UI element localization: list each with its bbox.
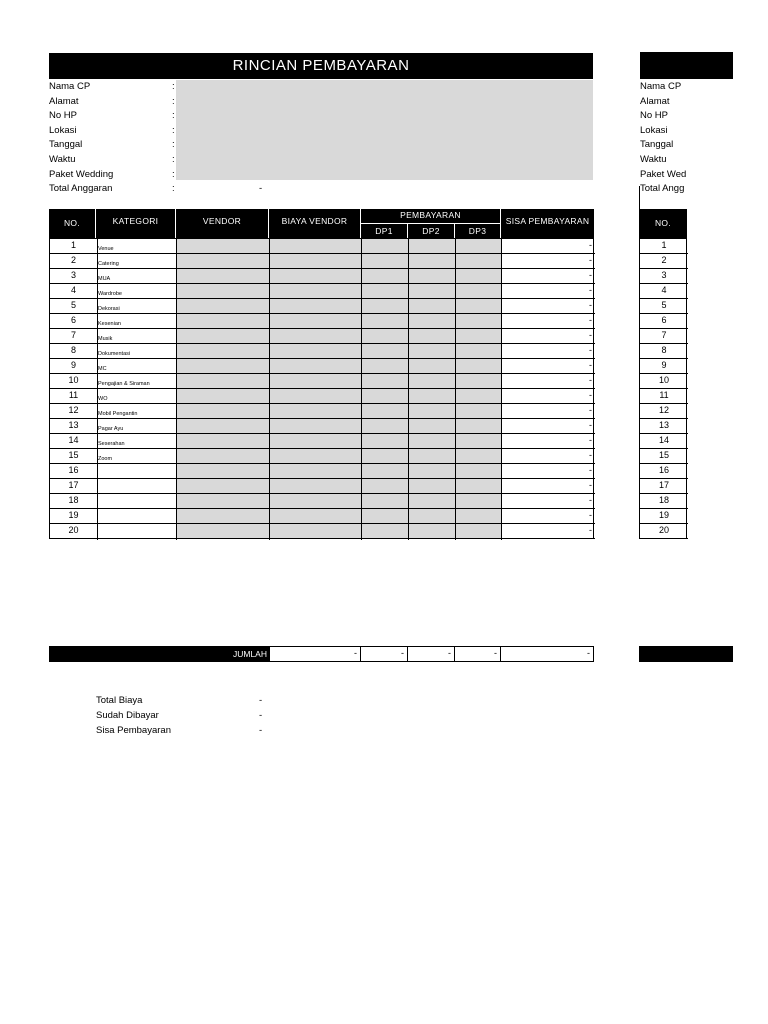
row-biaya-vendor[interactable]: [270, 254, 361, 268]
row-kategori: MC: [98, 366, 107, 372]
row-dp3[interactable]: [456, 299, 501, 313]
row-biaya-vendor[interactable]: [270, 434, 361, 448]
row-dp1[interactable]: [362, 479, 408, 493]
row-sisa: -: [589, 300, 592, 310]
header-dp3: DP3: [455, 224, 500, 238]
right-row-number: 11: [640, 389, 688, 404]
header-kategori: KATEGORI: [96, 209, 175, 238]
row-dp1[interactable]: [362, 254, 408, 268]
row-dp2[interactable]: [409, 374, 455, 388]
summary-label: Sudah Dibayar: [96, 710, 159, 721]
row-dp3[interactable]: [456, 314, 501, 328]
header-dp1: DP1: [361, 224, 407, 238]
column-divider: [408, 239, 409, 540]
row-kategori: Pengajian & Siraman: [98, 381, 150, 387]
jumlah-sisa: -: [501, 646, 594, 662]
row-biaya-vendor[interactable]: [270, 464, 361, 478]
row-dp3[interactable]: [456, 434, 501, 448]
jumlah-biaya: -: [269, 646, 361, 662]
row-dp3[interactable]: [456, 239, 501, 253]
right-row-number: 14: [640, 434, 688, 449]
right-info-label: Tanggal: [640, 139, 674, 151]
row-biaya-vendor[interactable]: [270, 479, 361, 493]
row-kategori: [98, 479, 176, 494]
row-vendor[interactable]: [177, 314, 269, 328]
row-biaya-vendor[interactable]: [270, 419, 361, 433]
row-number: 15: [68, 450, 79, 460]
column-divider: [176, 239, 177, 540]
info-colon: :: [172, 168, 175, 180]
column-divider: [97, 239, 98, 540]
right-info-label: Paket Wed: [640, 168, 687, 180]
row-dp3[interactable]: [456, 269, 501, 283]
row-dp1[interactable]: [362, 494, 408, 508]
row-dp2[interactable]: [409, 464, 455, 478]
row-number: 8: [70, 345, 76, 355]
row-dp2[interactable]: [409, 404, 455, 418]
right-row-number: 18: [640, 494, 688, 509]
jumlah-label: JUMLAH: [49, 646, 269, 662]
row-vendor[interactable]: [177, 359, 269, 373]
info-label: Nama CP: [49, 81, 91, 92]
row-dp2[interactable]: [409, 494, 455, 508]
row-sisa: -: [589, 435, 592, 445]
column-divider: [361, 239, 362, 540]
payment-table: [49, 238, 594, 539]
right-row-number: 6: [640, 314, 688, 329]
right-info-label: Alamat: [640, 95, 670, 107]
row-number: 13: [68, 420, 79, 430]
right-info-label: No HP: [640, 110, 668, 122]
row-biaya-vendor[interactable]: [270, 509, 361, 523]
row-dp3[interactable]: [456, 419, 501, 433]
row-sisa: -: [589, 525, 592, 535]
row-dp1[interactable]: [362, 524, 408, 538]
right-row-number: 10: [640, 374, 688, 389]
row-kategori: Kesenian: [98, 321, 121, 327]
row-sisa: -: [589, 405, 592, 415]
right-row-number: 7: [640, 329, 688, 344]
info-colon: :: [172, 95, 175, 107]
row-dp2[interactable]: [409, 284, 455, 298]
row-vendor[interactable]: [177, 299, 269, 313]
row-number: 18: [68, 495, 79, 505]
row-dp3[interactable]: [456, 374, 501, 388]
row-dp1[interactable]: [362, 359, 408, 373]
table-row: [50, 359, 595, 374]
row-number: 12: [68, 405, 79, 415]
row-number: 9: [70, 360, 76, 370]
table-row: [50, 329, 595, 344]
row-number: 16: [68, 465, 79, 475]
row-dp1[interactable]: [362, 314, 408, 328]
row-dp2[interactable]: [409, 449, 455, 463]
row-dp1[interactable]: [362, 374, 408, 388]
row-vendor[interactable]: [177, 449, 269, 463]
row-sisa: -: [589, 270, 592, 280]
row-biaya-vendor[interactable]: [270, 269, 361, 283]
row-vendor[interactable]: [177, 254, 269, 268]
row-biaya-vendor[interactable]: [270, 494, 361, 508]
right-row-number: 13: [640, 419, 688, 434]
row-biaya-vendor[interactable]: [270, 359, 361, 373]
row-number: 11: [68, 390, 79, 400]
header-dp2: DP2: [408, 224, 454, 238]
row-dp2[interactable]: [409, 344, 455, 358]
row-number: 1: [70, 240, 76, 250]
row-sisa: -: [589, 495, 592, 505]
row-kategori: Venue: [98, 246, 114, 252]
row-vendor[interactable]: [177, 404, 269, 418]
row-kategori: Seserahan: [98, 441, 125, 447]
info-label: Total Anggaran: [49, 183, 113, 195]
row-number: 4: [70, 285, 76, 295]
row-vendor[interactable]: [177, 374, 269, 388]
row-kategori: [98, 509, 176, 524]
row-kategori: Wardrobe: [98, 291, 122, 297]
row-vendor[interactable]: [177, 464, 269, 478]
right-jumlah-bar: [639, 646, 733, 662]
row-dp1[interactable]: [362, 449, 408, 463]
total-anggaran-value: -: [259, 183, 263, 195]
row-dp2[interactable]: [409, 329, 455, 343]
column-divider: [455, 239, 456, 540]
row-sisa: -: [589, 285, 592, 295]
row-dp3[interactable]: [456, 524, 501, 538]
row-sisa: -: [589, 330, 592, 340]
summary-value: -: [259, 725, 263, 736]
row-dp3[interactable]: [456, 509, 501, 523]
right-info-label: Lokasi: [640, 124, 668, 136]
row-number: 7: [70, 330, 76, 340]
row-vendor[interactable]: [177, 419, 269, 433]
summary-label: Sisa Pembayaran: [96, 725, 171, 736]
row-vendor[interactable]: [177, 524, 269, 538]
table-row: [50, 254, 595, 269]
info-colon: :: [172, 81, 175, 92]
header-no: NO.: [49, 209, 95, 238]
row-dp1[interactable]: [362, 464, 408, 478]
row-vendor[interactable]: [177, 389, 269, 403]
row-number: 6: [70, 315, 76, 325]
row-vendor[interactable]: [177, 479, 269, 493]
row-dp3[interactable]: [456, 449, 501, 463]
table-row: [50, 344, 595, 359]
info-colon: :: [172, 154, 175, 165]
row-dp1[interactable]: [362, 389, 408, 403]
row-sisa: -: [589, 375, 592, 385]
row-sisa: -: [589, 345, 592, 355]
row-dp3[interactable]: [456, 329, 501, 343]
row-dp3[interactable]: [456, 404, 501, 418]
right-info-label: Total Angg: [640, 183, 685, 195]
row-vendor[interactable]: [177, 284, 269, 298]
row-biaya-vendor[interactable]: [270, 404, 361, 418]
row-dp2[interactable]: [409, 269, 455, 283]
row-vendor[interactable]: [177, 434, 269, 448]
right-row-number: 3: [640, 269, 688, 284]
row-number: 5: [70, 300, 76, 310]
right-table: [639, 238, 687, 539]
row-kategori: [98, 494, 176, 509]
row-sisa: -: [589, 240, 592, 250]
info-label: Waktu: [49, 154, 76, 165]
row-dp1[interactable]: [362, 284, 408, 298]
table-row: [50, 374, 595, 389]
info-label: Alamat: [49, 95, 79, 107]
table-row: [50, 239, 595, 254]
row-biaya-vendor[interactable]: [270, 284, 361, 298]
row-dp2[interactable]: [409, 239, 455, 253]
table-row: [50, 509, 595, 524]
row-biaya-vendor[interactable]: [270, 239, 361, 253]
row-dp1[interactable]: [362, 329, 408, 343]
table-row: [50, 479, 595, 494]
row-number: 17: [68, 480, 79, 490]
row-kategori: Musik: [98, 336, 113, 342]
row-dp3[interactable]: [456, 494, 501, 508]
right-row-number: 12: [640, 404, 688, 419]
row-number: 20: [68, 525, 79, 535]
row-vendor[interactable]: [177, 329, 269, 343]
row-dp2[interactable]: [409, 509, 455, 523]
page-title: RINCIAN PEMBAYARAN: [49, 53, 593, 79]
table-row: [50, 284, 595, 299]
row-sisa: -: [589, 450, 592, 460]
row-sisa: -: [589, 360, 592, 370]
table-row: [50, 449, 595, 464]
right-row-number: 17: [640, 479, 688, 494]
row-dp3[interactable]: [456, 479, 501, 493]
right-row-number: 16: [640, 464, 688, 479]
header-pembayaran: PEMBAYARAN: [361, 209, 500, 223]
row-vendor[interactable]: [177, 494, 269, 508]
row-number: 2: [70, 255, 76, 265]
summary-label: Total Biaya: [96, 695, 143, 706]
right-row-number: 2: [640, 254, 688, 269]
row-dp2[interactable]: [409, 254, 455, 268]
row-dp3[interactable]: [456, 344, 501, 358]
row-dp1[interactable]: [362, 299, 408, 313]
info-label: Paket Wedding: [49, 168, 114, 180]
row-sisa: -: [589, 420, 592, 430]
table-row: [50, 494, 595, 509]
row-dp3[interactable]: [456, 389, 501, 403]
row-dp1[interactable]: [362, 269, 408, 283]
row-kategori: [98, 464, 176, 479]
info-colon: :: [172, 110, 175, 122]
row-kategori: MUA: [98, 276, 111, 282]
row-dp2[interactable]: [409, 299, 455, 313]
row-vendor[interactable]: [177, 509, 269, 523]
row-dp1[interactable]: [362, 509, 408, 523]
info-input-area[interactable]: [176, 80, 593, 180]
table-row: [50, 404, 595, 419]
row-dp3[interactable]: [456, 464, 501, 478]
info-colon: :: [172, 139, 175, 151]
table-row: [50, 389, 595, 404]
row-kategori: [98, 524, 176, 539]
right-header-no: NO.: [639, 209, 687, 238]
right-row-number: 20: [640, 524, 688, 539]
row-sisa: -: [589, 255, 592, 265]
table-header: [49, 209, 594, 238]
row-number: 10: [68, 375, 79, 385]
info-colon: :: [172, 124, 175, 136]
row-kategori: Dekorasi: [98, 306, 120, 312]
row-sisa: -: [589, 465, 592, 475]
right-row-number: 4: [640, 284, 688, 299]
row-dp2[interactable]: [409, 479, 455, 493]
row-kategori: Mobil Pengantin: [98, 411, 138, 417]
row-kategori: Catering: [98, 261, 119, 267]
row-dp1[interactable]: [362, 404, 408, 418]
row-dp1[interactable]: [362, 344, 408, 358]
row-dp3[interactable]: [456, 359, 501, 373]
header-biaya-vendor: BIAYA VENDOR: [269, 209, 360, 238]
row-number: 19: [68, 510, 79, 520]
table-row: [50, 419, 595, 434]
column-divider: [269, 239, 270, 540]
right-row-number: 19: [640, 509, 688, 524]
row-biaya-vendor[interactable]: [270, 299, 361, 313]
right-header-divider: [639, 186, 640, 210]
row-vendor[interactable]: [177, 344, 269, 358]
row-sisa: -: [589, 480, 592, 490]
header-sisa-pembayaran: SISA PEMBAYARAN: [501, 209, 594, 238]
info-colon: :: [172, 183, 175, 195]
row-kategori: Pagar Ayu: [98, 426, 124, 432]
row-dp2[interactable]: [409, 314, 455, 328]
row-number: 3: [70, 270, 76, 280]
row-dp3[interactable]: [456, 254, 501, 268]
jumlah-dp3: -: [455, 646, 501, 662]
table-row: [50, 524, 595, 539]
table-row: [50, 269, 595, 284]
table-row: [50, 434, 595, 449]
row-biaya-vendor[interactable]: [270, 329, 361, 343]
right-title-bar: [640, 52, 733, 79]
row-sisa: -: [589, 510, 592, 520]
row-vendor[interactable]: [177, 269, 269, 283]
row-sisa: -: [589, 315, 592, 325]
row-kategori: Zoom: [98, 456, 113, 462]
column-divider: [501, 239, 502, 540]
info-label: Tanggal: [49, 139, 83, 151]
right-row-number: 9: [640, 359, 688, 374]
row-vendor[interactable]: [177, 239, 269, 253]
row-dp2[interactable]: [409, 419, 455, 433]
row-kategori: Dokumentasi: [98, 351, 131, 357]
summary-value: -: [259, 695, 263, 706]
table-row: [50, 314, 595, 329]
row-dp2[interactable]: [409, 524, 455, 538]
row-biaya-vendor[interactable]: [270, 314, 361, 328]
info-label: No HP: [49, 110, 77, 122]
row-biaya-vendor[interactable]: [270, 344, 361, 358]
row-sisa: -: [589, 390, 592, 400]
right-info-label: Nama CP: [640, 81, 682, 92]
jumlah-dp2: -: [408, 646, 455, 662]
row-dp1[interactable]: [362, 419, 408, 433]
right-row-number: 5: [640, 299, 688, 314]
row-dp1[interactable]: [362, 434, 408, 448]
row-dp2[interactable]: [409, 434, 455, 448]
summary-value: -: [259, 710, 263, 721]
row-dp1[interactable]: [362, 239, 408, 253]
header-vendor: VENDOR: [176, 209, 268, 238]
info-label: Lokasi: [49, 124, 77, 136]
right-row-number: 8: [640, 344, 688, 359]
row-biaya-vendor[interactable]: [270, 374, 361, 388]
right-info-label: Waktu: [640, 154, 667, 165]
row-dp3[interactable]: [456, 284, 501, 298]
table-row: [50, 464, 595, 479]
row-biaya-vendor[interactable]: [270, 389, 361, 403]
row-biaya-vendor[interactable]: [270, 449, 361, 463]
jumlah-dp1: -: [361, 646, 408, 662]
row-dp2[interactable]: [409, 389, 455, 403]
right-row-number: 1: [640, 239, 688, 254]
right-row-number: 15: [640, 449, 688, 464]
row-dp2[interactable]: [409, 359, 455, 373]
row-number: 14: [68, 435, 79, 445]
row-kategori: WO: [98, 396, 108, 402]
row-biaya-vendor[interactable]: [270, 524, 361, 538]
table-row: [50, 299, 595, 314]
